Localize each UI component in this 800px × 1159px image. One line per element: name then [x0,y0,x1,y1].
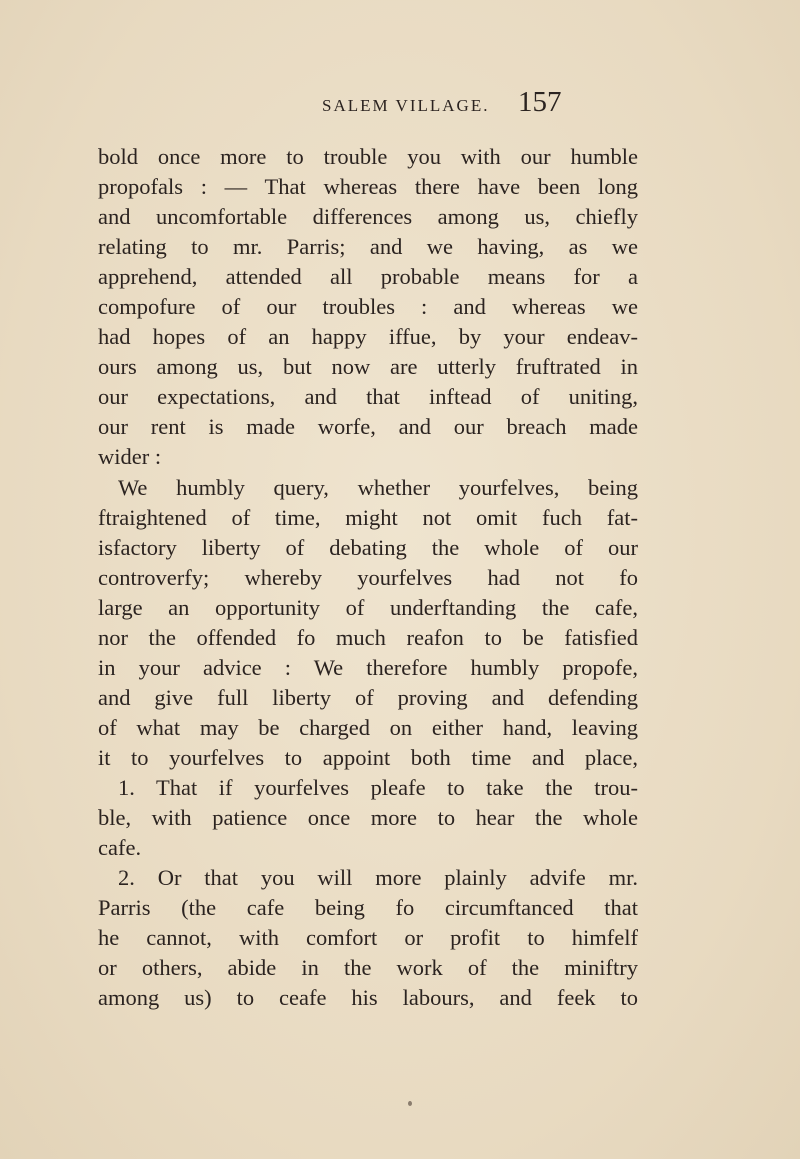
text-line: had hopes of an happy iffue, by your endeav- [98,324,638,350]
text-line: nor the offended fo much reafon to be fatisfied [98,624,638,650]
text-line: ble, with patience once more to hear the whole [98,805,638,831]
text-line: our expectations, and that inftead of uniting, [98,384,638,410]
text-line: Parris (the cafe being fo circumftanced that [98,895,638,921]
text-line: wider : [98,444,162,470]
text-line: and give full liberty of proving and defending [98,684,638,710]
page-number: 157 [518,86,562,118]
text-line: cafe. [98,835,142,861]
text-line: We humbly query, whether yourfelves, being [118,474,638,500]
text-line: relating to mr. Parris; and we having, as we [98,234,638,260]
text-line: compofure of our troubles : and whereas we [98,294,638,320]
text-line: among us) to ceafe his labours, and feek to [98,985,638,1011]
text-line: bold once more to trouble you with our humble [98,144,638,169]
text-line: large an opportunity of underftanding the cafe, [98,594,638,620]
text-line: our rent is made worfe, and our breach made [98,414,638,440]
text-line: and uncomfortable differences among us, chiefly [98,204,638,230]
text-line: apprehend, attended all probable means for a [98,264,638,290]
text-line: in your advice : We therefore humbly propofe, [98,654,638,680]
text-line: he cannot, with comfort or profit to himfelf [98,925,638,951]
paper-speck [408,1101,412,1106]
text-line: ftraightened of time, might not omit fuch fat- [98,504,638,530]
text-line: propofals : — That whereas there have been long [98,174,638,200]
running-head [0,86,800,126]
body-text [98,142,638,1013]
text-line: it to yourfelves to appoint both time and place, [98,744,638,770]
text-line: of what may be charged on either hand, leaving [98,714,638,740]
text-line: isfactory liberty of debating the whole of our [98,534,638,560]
running-title: SALEM VILLAGE. [322,96,490,115]
text-line: controverfy; whereby yourfelves had not fo [98,564,638,590]
text-line: ours among us, but now are utterly fruftrated in [98,354,638,380]
text-line: 2. Or that you will more plainly advife mr. [118,865,638,891]
text-line: 1. That if yourfelves pleafe to take the trou- [118,774,638,800]
text-line: or others, abide in the work of the miniftry [98,955,638,981]
